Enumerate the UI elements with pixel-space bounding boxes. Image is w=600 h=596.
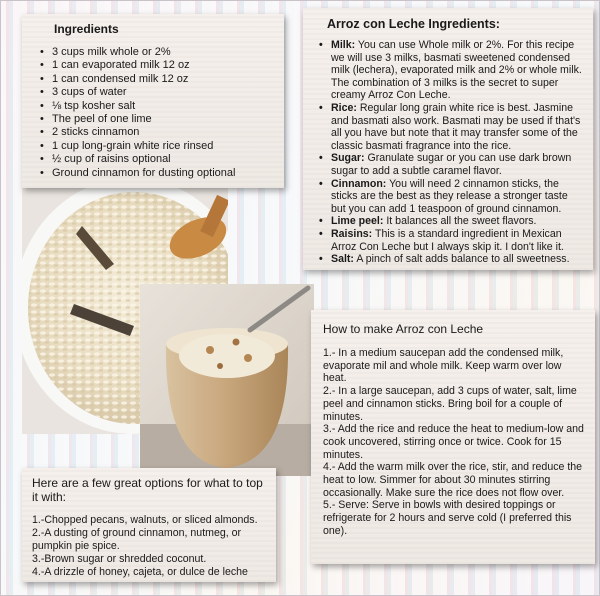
list-item <box>317 215 583 228</box>
topping-item: 1.-Chopped pecans, walnuts, or sliced almonds. <box>32 514 258 526</box>
item-label: Salt: <box>331 253 354 266</box>
list-item <box>317 228 583 253</box>
ingredient-details-title: Arroz con Leche Ingredients: <box>327 17 500 31</box>
list-item <box>317 178 583 216</box>
item-label: Cinnamon: <box>331 177 387 190</box>
item-text: You can use Whole milk or 2%. For this recipe we will use 3 milks, basmati sweetened condensed milk (lechera), evaporated milk and 2% or whole milk. The combination of 3 milks is the secret to super creamy Arroz Con Leche. <box>331 39 582 102</box>
list-item <box>317 39 583 102</box>
list-item <box>317 102 583 152</box>
item-label: Lime peel: <box>331 215 384 228</box>
rice-pudding-cup-photo <box>140 284 314 476</box>
list-item: • 3 cups of water <box>40 86 274 99</box>
list-item: • ½ cup of raisins optional <box>40 153 274 166</box>
ingredients-list <box>40 46 274 180</box>
instruction-step: 2.- In a large saucepan, add 3 cups of water, salt, lime peel and cinnamon sticks. Bring boil for a couple of minutes. <box>323 385 577 423</box>
instruction-step: 3.- Add the rice and reduce the heat to medium-low and cook uncovered, stirring once or twice. Cook for 15 minutes. <box>323 423 584 461</box>
item-label: Rice: <box>331 101 357 114</box>
list-item: • 1 cup long-grain white rice rinsed <box>40 140 274 153</box>
item-text: It balances all the sweet flavors. <box>383 215 537 228</box>
list-item: • 1 can evaporated milk 12 oz <box>40 59 274 72</box>
item-label: Raisins: <box>331 227 373 240</box>
list-item <box>317 152 583 177</box>
topping-item: 3.-Brown sugar or shredded coconut. <box>32 552 207 565</box>
item-text: Regular long grain white rice is best. Jasmine and basmati also work. Basmati may be used if that's all you have but note that it may transfer some of the classic basmati fragrance into the rice. <box>331 101 581 152</box>
toppings-card <box>22 468 276 582</box>
instructions-title: How to make Arroz con Leche <box>323 322 484 336</box>
ingredients-title: Ingredients <box>54 22 119 36</box>
item-text: You will need 2 cinnamon sticks, the sticks are the best as they release a stronger taste but you can add 1 teaspoon of ground cinnamon. <box>331 177 568 215</box>
rice-pudding-cup-image <box>140 284 314 476</box>
list-item <box>317 253 583 266</box>
item-label: Milk: <box>331 39 356 51</box>
ingredients-card <box>22 14 284 188</box>
topping-item: 4.-A drizzle of honey, cajeta, or dulce de leche <box>32 565 248 578</box>
list-item: • 1 can condensed milk 12 oz <box>40 73 274 86</box>
toppings-title: Here are a few great options for what to top it with: <box>32 476 263 504</box>
list-item: • The peel of one lime <box>40 113 274 126</box>
list-item: • Ground cinnamon for dusting optional <box>40 167 274 180</box>
list-item: • ⅛ tsp kosher salt <box>40 100 274 113</box>
instructions-card <box>311 310 595 564</box>
instruction-step: 5.- Serve: Serve in bowls with desired toppings or refrigerate for 2 hours and serve cold (I preferred this one). <box>323 499 572 537</box>
ingredient-details-list <box>317 39 583 266</box>
list-item: • 2 sticks cinnamon <box>40 126 274 139</box>
list-item: • 3 cups milk whole or 2% <box>40 46 274 59</box>
instruction-step: 1.- In a medium saucepan add the condensed milk, evaporate mil and whole milk. Keep warm over low heat. <box>323 347 564 385</box>
item-label: Sugar: <box>331 152 365 165</box>
item-text: A pinch of salt adds balance to all sweetness. <box>353 253 570 266</box>
item-text: Granulate sugar or you can use dark brown sugar to add a subtle caramel flavor. <box>331 152 572 177</box>
instruction-step: 4.- Add the warm milk over the rice, stir, and reduce the heat to low. Simmer for about 30 minutes stirring occasionally. Make sure the rice does not flow over. <box>323 461 583 499</box>
item-text: This is a standard ingredient in Mexican Arroz Con Leche but I always skip it. I don't like it. <box>331 227 564 253</box>
ingredient-details-card <box>303 8 593 270</box>
topping-item: 2.-A dusting of ground cinnamon, nutmeg, or pumpkin pie spice. <box>32 526 242 552</box>
